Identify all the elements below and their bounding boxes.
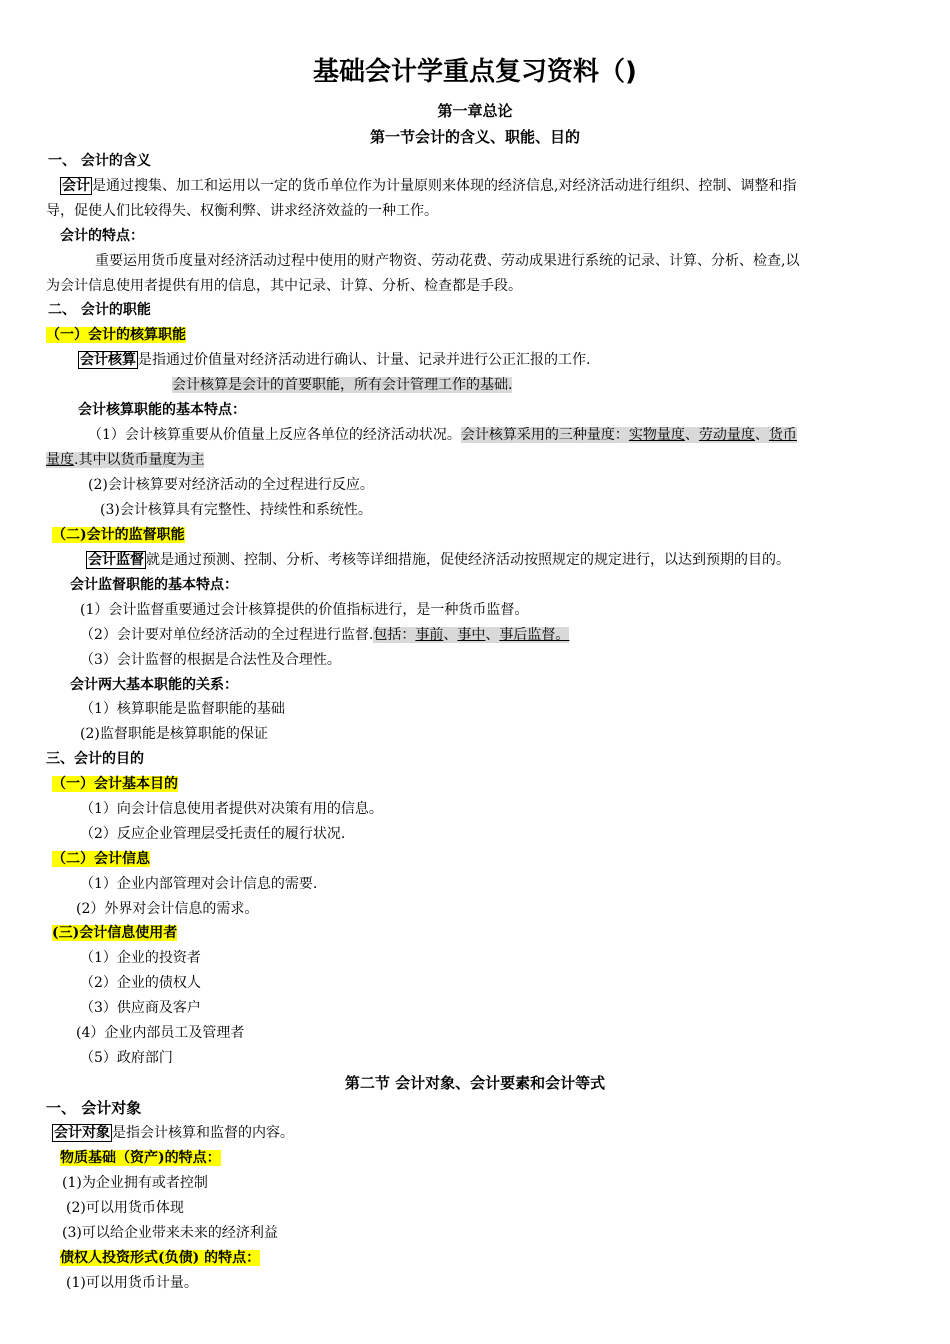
paragraph-accounting-definition: 会计对象 是指会计核算和监督的内容。 [54,1125,294,1141]
list-item: （1）向会计信息使用者提供对决策有用的信息。 [80,801,383,817]
paragraph-line: 为会计信息使用者提供有用的信息，其中记录、计算、分析、检查都是手段。 [46,278,522,294]
subheading-purpose: (三)会计信息使用者 [52,925,178,941]
term-kuaiji: 会计 [62,178,90,194]
list-item: （2）企业的债权人 [80,975,201,991]
list-item-continuation: 量度.其中以货币量度为主 [46,452,205,468]
subheading-asset-features: 物质基础（资产)的特点： [60,1150,221,1166]
list-item: (2)监督职能是核算职能的保证 [80,726,268,742]
paragraph-accounting-definition [60,176,796,196]
heading-accounting-purpose: 三、会计的目的 [46,751,144,767]
subheading-purpose: （一）会计基本目的 [52,776,178,792]
subheading-liability-features: 债权人投资形式(负债) 的特点： [60,1250,261,1266]
paragraph-line: 重要运用货币度量对经济活动过程中使用的财产物资、劳动花费、劳动成果进行系统的记录、计算、分析、检查,以 [95,253,800,269]
list-item: (4）企业内部员工及管理者 [76,1025,245,1041]
list-item: (2）外界对会计信息的需求。 [76,901,259,917]
list-item: (1）会计监督重要通过会计核算提供的价值指标进行，是一种货币监督。 [80,602,529,618]
list-item: (3)会计核算具有完整性、持续性和系统性。 [100,502,372,518]
paragraph-accounting-definition: 会计监督 就是通过预测、控制、分析、考核等详细措施，促使经济活动按照规定的规定进行，以达到预期的目的。 [88,552,790,568]
list-item: (2)可以用货币体现 [66,1200,184,1216]
paragraph-accounting-definition: 会计核算 是指通过价值量对经济活动进行确认、计量、记录并进行公正汇报的工作. [80,352,591,368]
list-item: （5）政府部门 [80,1050,173,1066]
chapter-heading: 第一章总论 [437,102,513,120]
list-item: （3）会计监督的根据是合法性及合理性。 [80,652,341,668]
features-label: 会计核算职能的基本特点： [78,402,246,418]
list-item: （1）核算职能是监督职能的基础 [80,701,285,717]
document-title: 基础会计学重点复习资料（) [313,57,637,87]
list-item: (2)会计核算要对经济活动的全过程进行反应。 [88,477,374,493]
list-item: （1）企业的投资者 [80,950,201,966]
section-heading: 第一节会计的含义、职能、目的 [369,128,580,146]
features-label: 会计的特点： [60,228,144,244]
section-heading: 第二节 会计对象、会计要素和会计等式 [344,1074,606,1092]
features-label: 会计两大基本职能的关系： [70,677,238,693]
list-item: （2）反应企业管理层受托责任的履行状况. [80,826,346,842]
highlight-note: 会计核算是会计的首要职能，所有会计管理工作的基础. [172,377,513,393]
list-item: (1)为企业拥有或者控制 [62,1175,208,1191]
heading-accounting-meaning: 一、 会计的含义 [48,153,151,169]
list-item: （3）供应商及客户 [80,1000,201,1016]
paragraph-line: 导，促使人们比较得失、权衡利弊、讲求经济效益的一种工作。 [46,203,438,219]
heading-accounting-functions: 二、 会计的职能 [48,302,151,318]
list-item: （2）会计要对单位经济活动的全过程进行监督.包括：事前、事中、事后监督。 [80,627,570,643]
subheading-purpose: （二）会计信息 [52,851,150,867]
features-label: 会计监督职能的基本特点： [70,577,238,593]
definition-text: 是通过搜集、加工和运用以一定的货币单位作为计量原则来体现的经济信息,对经济活动进行组织、控制、调整和指 [92,178,797,194]
term-hesuan: 会计核算 [80,352,136,368]
list-item: （1）会计核算重要从价值量上反应各单位的经济活动状况。会计核算采用的三种量度：实物量度、劳动量度、货币 [88,427,797,443]
term-duixiang: 会计对象 [54,1125,110,1141]
list-item: (3)可以给企业带来未来的经济利益 [62,1225,278,1241]
heading-accounting-object: 一、 会计对象 [46,1099,142,1117]
list-item: (1)可以用货币计量。 [66,1275,198,1291]
term-jiandu: 会计监督 [88,552,144,568]
subheading-accounting-function: （一）会计的核算职能 [46,327,186,343]
subheading-accounting-function: （二)会计的监督职能 [52,527,185,543]
list-item: （1）企业内部管理对会计信息的需要. [80,876,318,892]
